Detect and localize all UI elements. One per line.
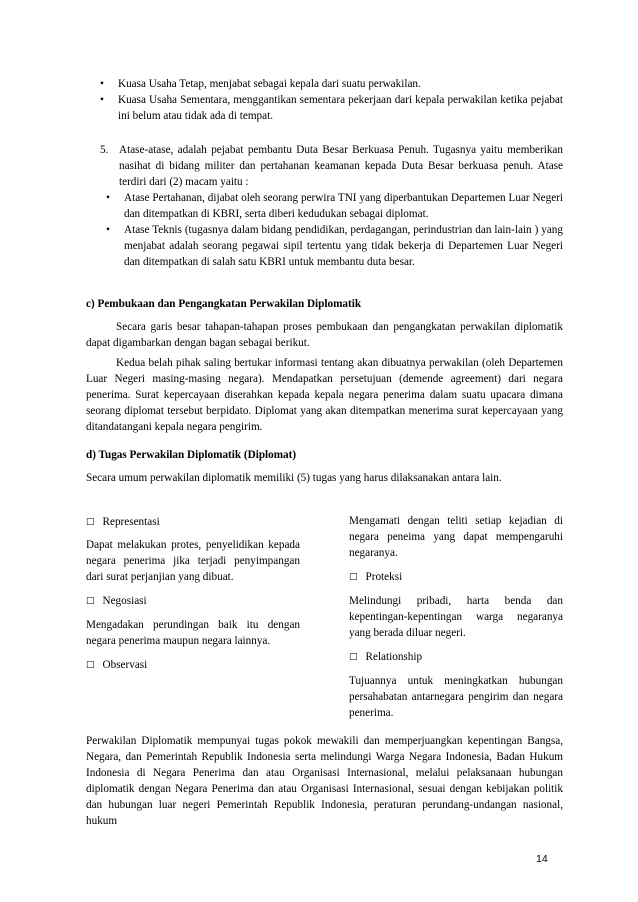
section-c-paragraph-1: Secara garis besar tahapan-tahapan proses pembukaan dan pengangkatan perwakilan diplomatik dapat digambarkan dengan bagan sebagai berikut. [86,321,563,349]
tasks-right-column [349,513,563,721]
checkbox-icon: □ [349,652,358,662]
bullet-icon: • [106,192,110,204]
task-description: Melindungi pribadi, harta benda dan kepentingan-kepentingan warga negaranya yang berada diluar negeri. [349,595,563,639]
closing-paragraph: Perwakilan Diplomatik mempunyai tugas pokok mewakili dan memperjuangkan kepentingan Bangsa, Negara, dan Pemerintah Republik Indonesia serta melindungi Warga Negara Indonesia, Badan Hukum Indonesia di Negara Penerima dan atau Organisasi Internasional, melalui pelaksanaan hubungan diplomatik dengan Negara Penerima dan atau Organisasi Internasional, sesuai dengan kebijakan politik dan hubungan luar negeri Pemerintah Republik Indonesia, peraturan perundang-undangan nasional, hukum [86,735,563,827]
bullet-text: Atase Pertahanan, dijabat oleh seorang perwira TNI yang diperbantukan Departemen Luar Negeri dan ditempatkan di KBRI, serta diberi kedudukan sebagai diplomat. [124,192,563,220]
list-item [100,92,563,124]
section-d-intro: Secara umum perwakilan diplomatik memiliki (5) tugas yang harus dilaksanakan antara lain. [86,472,502,484]
checkbox-icon: □ [86,517,95,527]
section-d-heading: d) Tugas Perwakilan Diplomatik (Diplomat) [86,449,297,461]
task-title: □ Observasi [86,659,148,671]
list-item [106,222,563,270]
task-title: □ Proteksi [349,571,403,583]
page-number: 14 [536,853,548,865]
bullet-text: Atase Teknis (tugasnya dalam bidang pendidikan, perdagangan, perindustrian dan lain-lain ) yang menjabat adalah seorang pegawai sipil tertentu yang tidak bekerja di Departemen Luar Negeri dan ditempatkan di salah satu KBRI untuk membantu duta besar. [124,224,563,268]
tasks-left-column [86,514,300,673]
checkbox-icon: □ [349,572,358,582]
task-description: Mengamati dengan teliti setiap kejadian di negara peneima yang dapat mempengaruhi negaranya. [349,515,563,559]
bullet-icon: • [100,78,104,90]
list-item [106,190,563,222]
checkbox-icon: □ [86,596,95,606]
task-description: Dapat melakukan protes, penyelidikan kepada negara penerima jika terjadi penyimpangan dari surat perjanjian yang dibuat. [86,539,300,583]
checkbox-icon: □ [86,660,95,670]
numbered-item-5 [100,142,563,270]
list-item [100,76,563,92]
section-c-heading: c) Pembukaan dan Pengangkatan Perwakilan Diplomatik [86,298,362,310]
section-c-paragraph-2: Kedua belah pihak saling bertukar informasi tentang akan dibuatnya perwakilan (oleh Departemen Luar Negeri masing-masing negara). Mendapatkan persetujuan (demende agreement) dari negara penerima. Surat kepercayaan diserahkan kepada kepala negara penerima dalam suatu upacara dimana seorang diplomat tersebut berpidato. Diplomat yang akan ditempatkan menerima surat kepercayaan yang ditandatangani kepala negara pengirim. [86,357,563,433]
top-bullet-list [100,76,563,124]
item-text: Atase-atase, adalah pejabat pembantu Duta Besar Berkuasa Penuh. Tugasnya yaitu memberikan nasihat di bidang militer dan pertahanan keamanan kepada Duta Besar berkuasa penuh. Atase terdiri dari (2) macam yaitu : [119,144,563,188]
task-title: □ Negosiasi [86,595,147,607]
bullet-icon: • [100,94,104,106]
task-description: Tujuannya untuk meningkatkan hubungan persahabatan antarnegara pengirim dan negara penerima. [349,675,563,719]
task-title: □ Representasi [86,516,160,528]
task-title: □ Relationship [349,651,423,663]
bullet-text: Kuasa Usaha Sementara, menggantikan sementara pekerjaan dari kepala perwakilan ketika pejabat ini belum atau tidak ada di tempat. [118,94,563,122]
item-number: 5. [100,144,109,156]
bullet-text: Kuasa Usaha Tetap, menjabat sebagai kepala dari suatu perwakilan. [118,78,421,90]
task-description: Mengadakan perundingan baik itu dengan negara penerima maupun negara lainnya. [86,619,300,647]
bullet-icon: • [106,224,110,236]
